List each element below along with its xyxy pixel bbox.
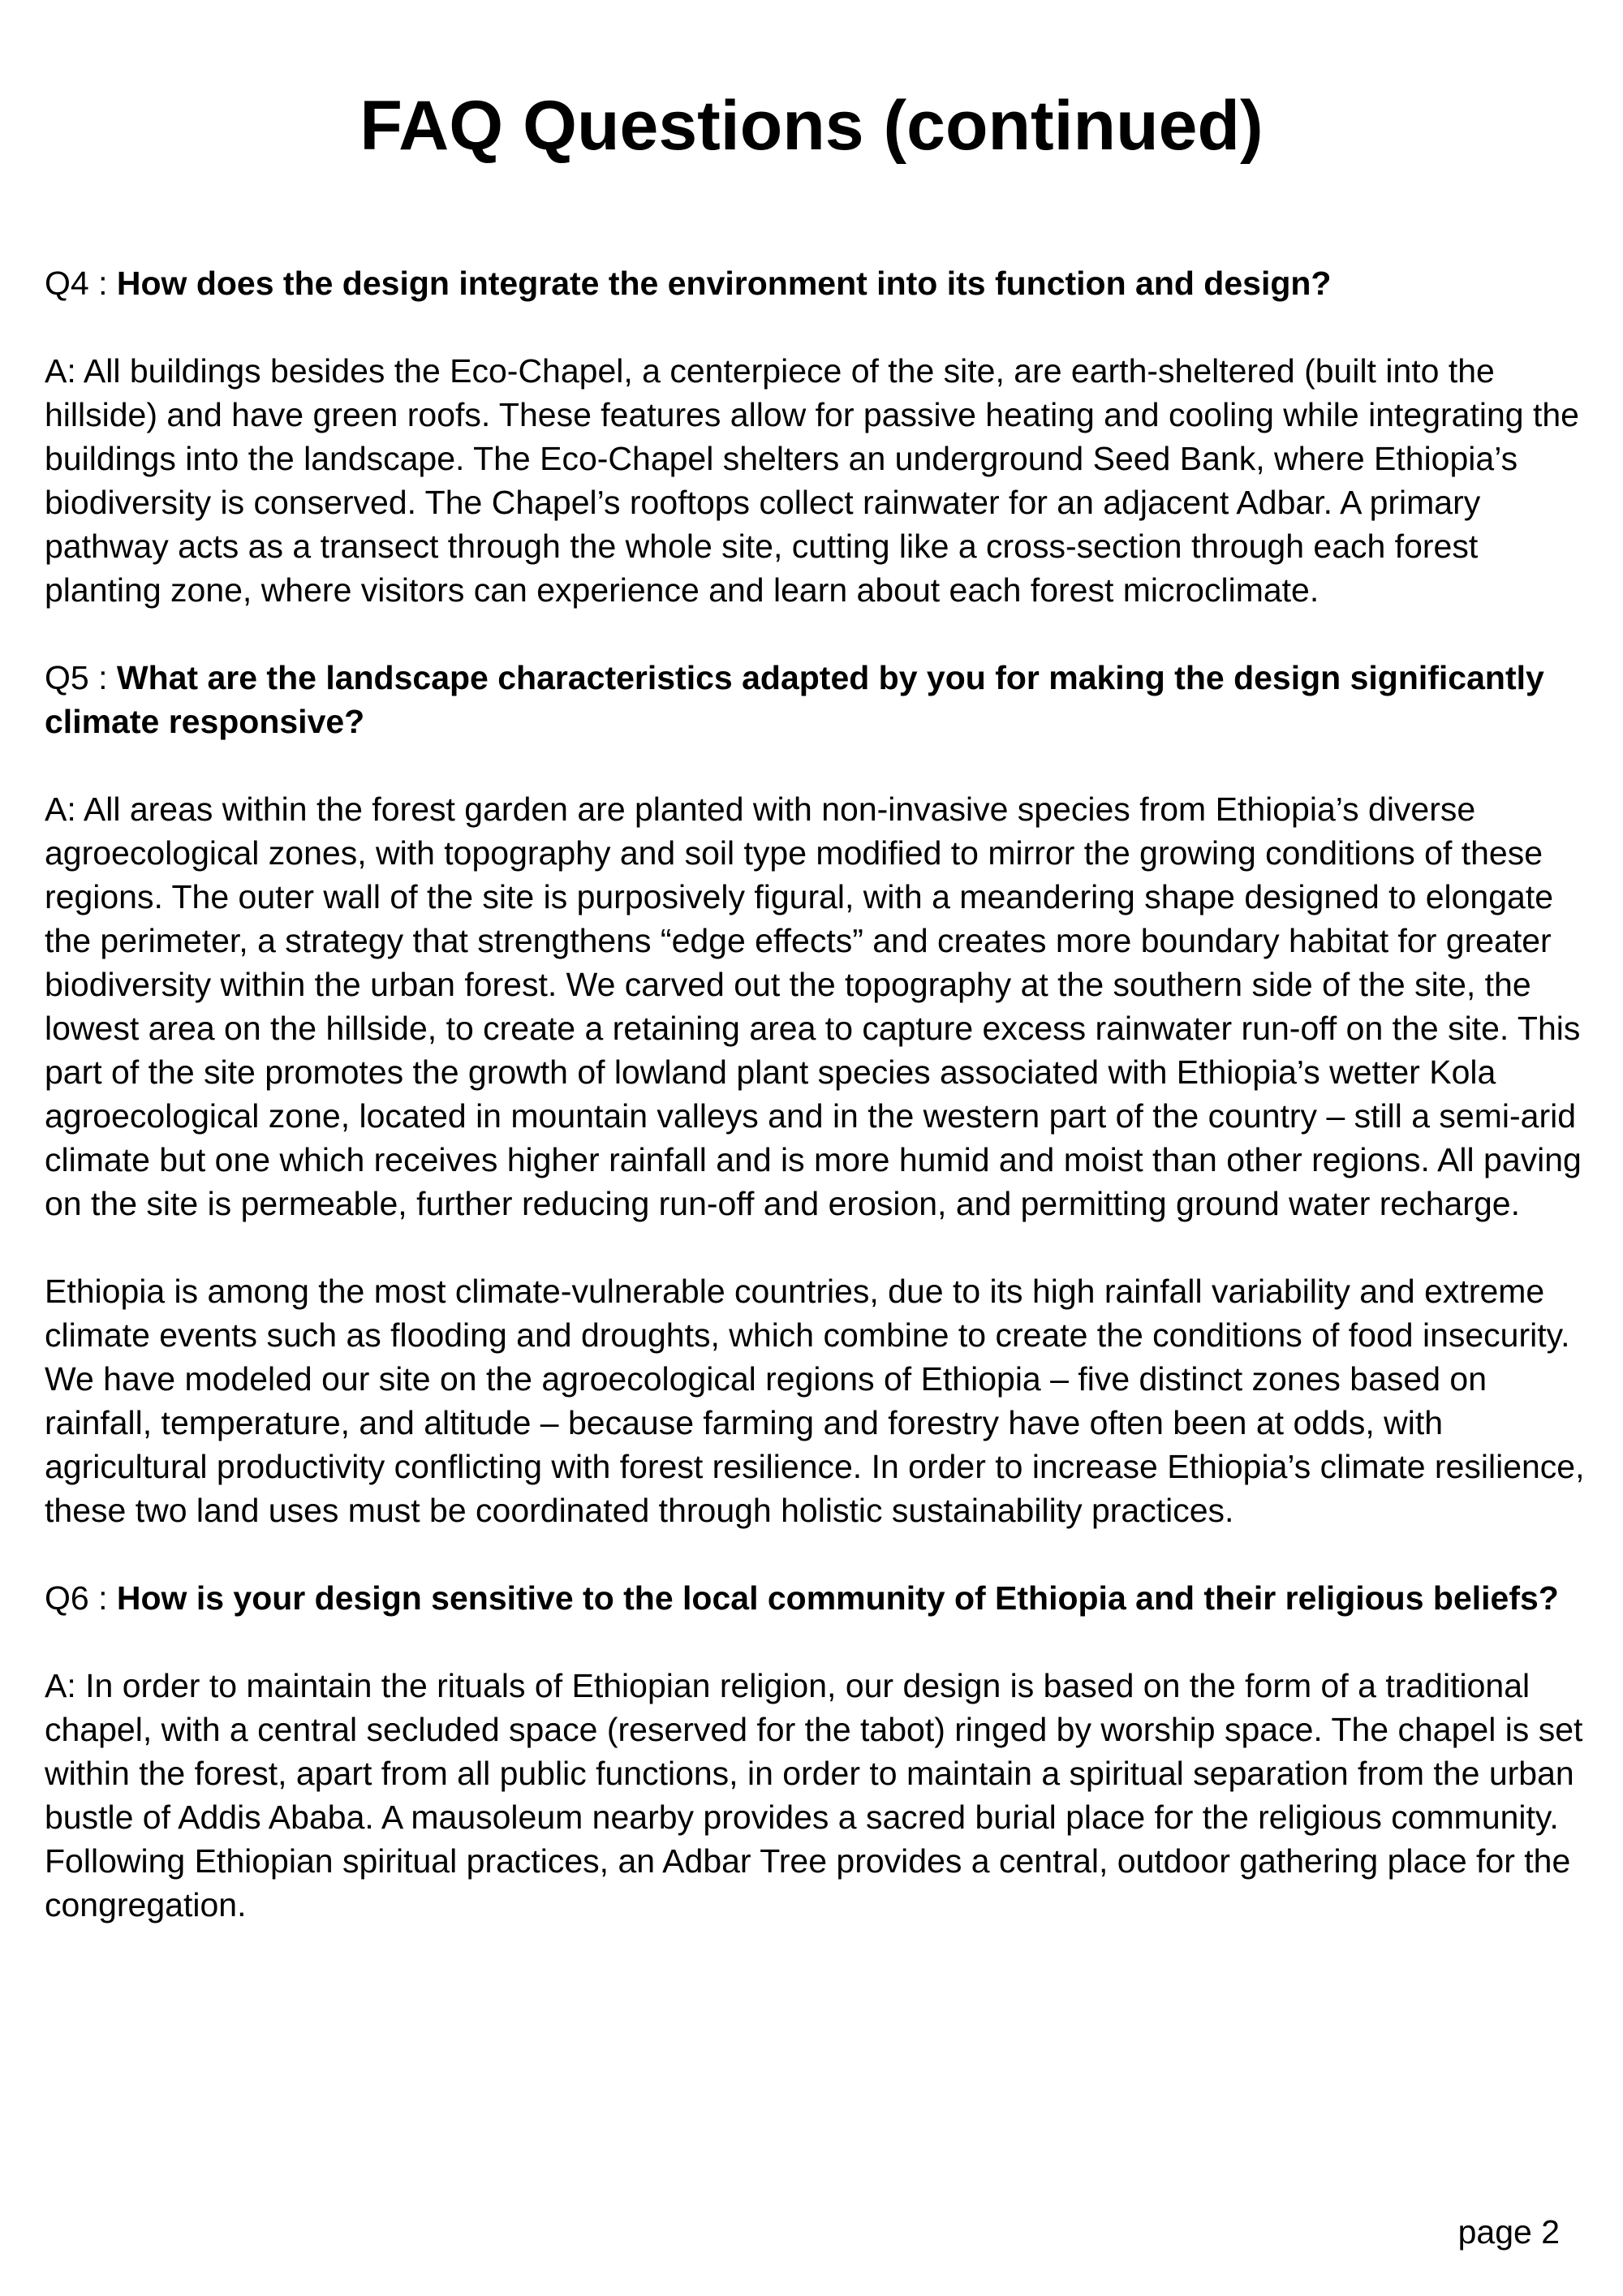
question-number: Q6 : [45,1579,108,1617]
faq-answer-q5-continued: Ethiopia is among the most climate-vulnerable countries, due to its high rainfall variability and extreme climate events such as flooding and droughts, which combine to create the conditions of food insecurity. We have modeled our site on the agroecological regions of Ethiopia – five distinct zones based on rainfall, temperature, and altitude – because farming and forestry have often been at odds, with agricultural productivity conflicting with forest resilience. In order to increase Ethiopia’s climate resilience, these two land uses must be coordinated through holistic sustainability practices. [45,1273,1585,1529]
faq-content [45,261,1591,1971]
question-text: What are the landscape characteristics adapted by you for making the design significantly climate responsive? [45,659,1544,740]
faq-answer-q4: A: All buildings besides the Eco-Chapel, a centerpiece of the site, are earth-sheltered (built into the hillside) and have green roofs. These features allow for passive heating and cooling while integrating the buildings into the landscape. The Eco-Chapel shelters an underground Seed Bank, where Ethiopia’s biodiversity is conserved. The Chapel’s rooftops collect rainwater for an adjacent Adbar. A primary pathway acts as a transect through the whole site, cutting like a cross-section through each forest planting zone, where visitors can experience and learn about each forest microclimate. [45,352,1579,609]
faq-question-q5 [45,656,1591,743]
question-text: How is your design sensitive to the local community of Ethiopia and their religious beliefs? [116,1579,1559,1617]
faq-answer-q6: A: In order to maintain the rituals of Ethiopian religion, our design is based on the form of a traditional chapel, with a central secluded space (reserved for the tabot) ringed by worship space. The chapel is set within the forest, apart from all public functions, in order to maintain a spiritual separation from the urban bustle of Addis Ababa. A mausoleum nearby provides a sacred burial place for the religious community. Following Ethiopian spiritual practices, an Adbar Tree provides a central, outdoor gathering place for the congregation. [45,1667,1583,1923]
question-number: Q5 : [45,659,108,696]
faq-question-q4 [45,261,1591,305]
page-title: FAQ Questions (continued) [359,87,1264,165]
page-number: page 2 [1457,2213,1560,2251]
question-text: How does the design integrate the environment into its function and design? [116,265,1332,302]
faq-question-q6 [45,1576,1591,1620]
faq-answer-q5: A: All areas within the forest garden are planted with non-invasive species from Ethiopia’s diverse agroecological zones, with topography and soil type modified to mirror the growing conditions of these regions. The outer wall of the site is purposively figural, with a meandering shape designed to elongate the perimeter, a strategy that strengthens “edge effects” and creates more boundary habitat for greater biodiversity within the urban forest. We carved out the topography at the southern side of the site, the lowest area on the hillside, to create a retaining area to capture excess rainwater run-off on the site. This part of the site promotes the growth of lowland plant species associated with Ethiopia’s wetter Kola agroecological zone, located in mountain valleys and in the western part of the country – still a semi-arid climate but one which receives higher rainfall and is more humid and moist than other regions. All paving on the site is permeable, further reducing run-off and erosion, and permitting ground water recharge. [45,790,1582,1222]
question-number: Q4 : [45,265,108,302]
